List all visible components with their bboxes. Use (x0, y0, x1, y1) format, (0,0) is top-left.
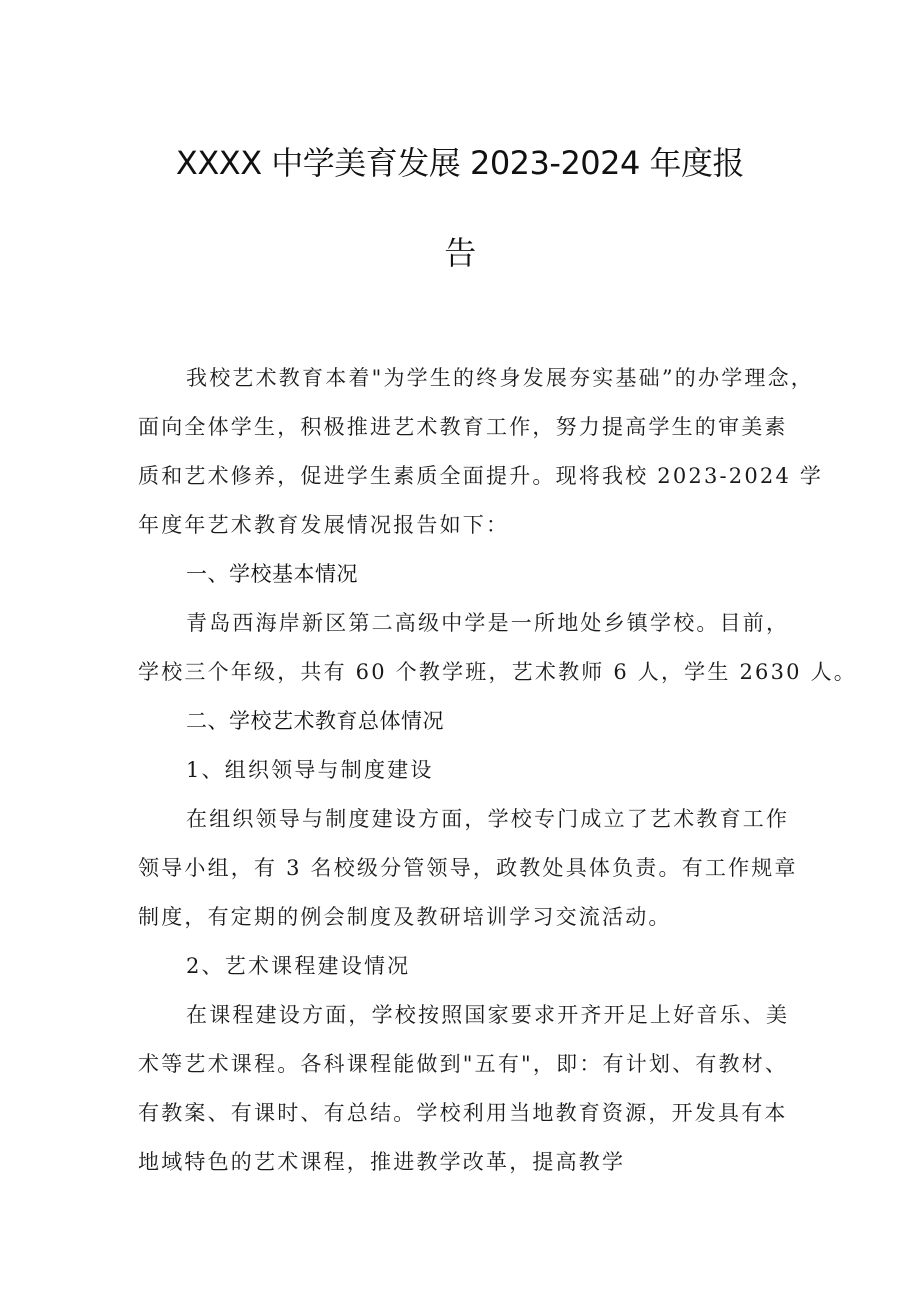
section1-paragraph-line: 青岛西海岸新区第二高级中学是一所地处乡镇学校。目前， (186, 611, 790, 635)
sub1-paragraph-line: 制度，有定期的例会制度及教研培训学习交流活动。 (138, 905, 672, 929)
sub2-paragraph-line: 在课程建设方面，学校按照国家要求开齐开足上好音乐、美 (186, 1003, 790, 1027)
section-heading-basic-info: 一、学校基本情况 (186, 562, 358, 586)
section-heading-overall: 二、学校艺术教育总体情况 (186, 709, 444, 733)
intro-paragraph-line: 质和艺术修养，促进学生素质全面提升。现将我校 2023-2024 学 (138, 464, 824, 488)
section1-paragraph-line: 学校三个年级，共有 60 个教学班，艺术教师 6 人，学生 2630 人。 (138, 660, 857, 684)
subsection-heading-curriculum: 2、艺术课程建设情况 (186, 954, 411, 978)
intro-paragraph-line: 面向全体学生，积极推进艺术教育工作，努力提高学生的审美素 (138, 415, 788, 439)
sub2-paragraph-line: 有教案、有课时、有总结。学校利用当地教育资源，开发具有本 (138, 1101, 788, 1125)
document-title-line-1: XXXX 中学美育发展 2023-2024 年度报 (175, 144, 745, 182)
sub2-paragraph-line: 地域特色的艺术课程，推进教学改革，提高教学 (138, 1150, 626, 1174)
intro-paragraph-line: 年度年艺术教育发展情况报告如下： (138, 513, 510, 537)
subsection-heading-organization: 1、组织领导与制度建设 (186, 758, 434, 782)
sub2-paragraph-line: 术等艺术课程。各科课程能做到"五有"，即：有计划、有教材、 (138, 1052, 789, 1076)
sub1-paragraph-line: 领导小组，有 3 名校级分管领导，政教处具体负责。有工作规章 (138, 856, 798, 880)
sub1-paragraph-line: 在组织领导与制度建设方面，学校专门成立了艺术教育工作 (186, 807, 790, 831)
document-title-line-2: 告 (444, 234, 476, 272)
intro-paragraph-line: 我校艺术教育本着"为学生的终身发展夯实基础”的办学理念， (186, 366, 814, 390)
